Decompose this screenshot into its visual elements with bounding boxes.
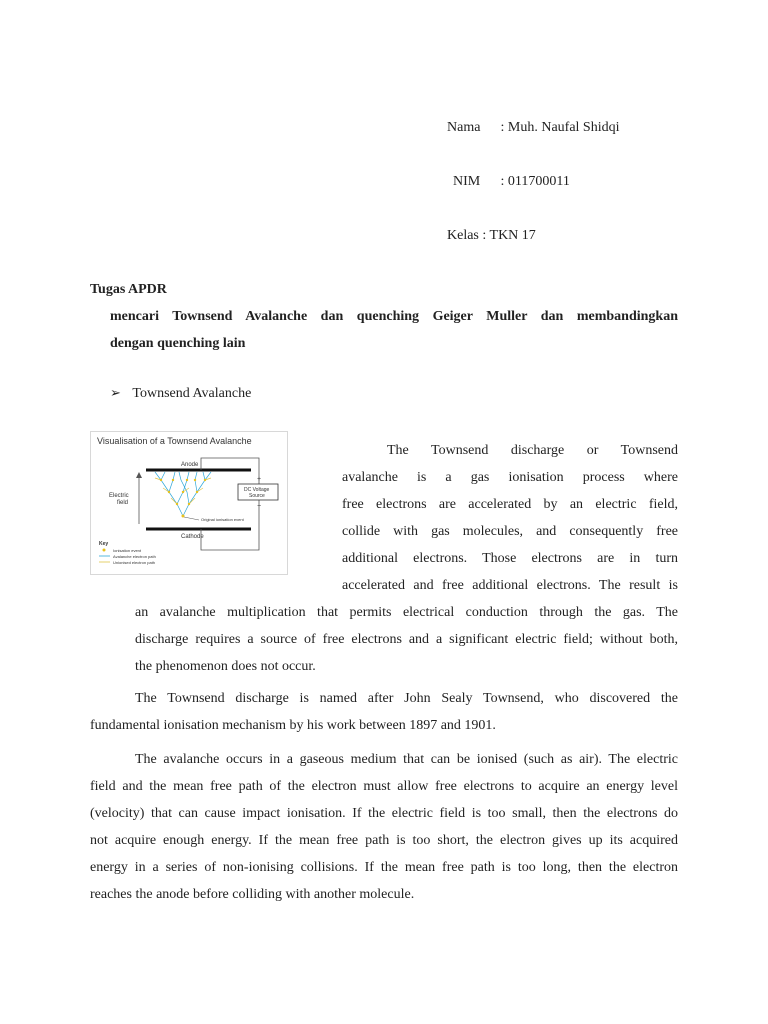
paragraph-line: free electrons are accelerated by an electric field, bbox=[342, 497, 678, 512]
paragraph-line: the phenomenon does not occur. bbox=[135, 659, 316, 674]
nama-value: : Muh. Naufal Shidqi bbox=[500, 120, 620, 135]
paragraph-line: field and the mean free path of the electron must allow free electrons to acquire an energy level bbox=[90, 779, 678, 794]
paragraph-line: The Townsend discharge or Townsend bbox=[387, 443, 678, 458]
circuit-wire-bottom bbox=[201, 500, 262, 550]
bullet-arrow-icon: ➢ bbox=[110, 386, 121, 401]
task-subtitle bbox=[110, 303, 678, 357]
avalanche-paths bbox=[155, 472, 211, 516]
key-ionisation-label: Ionisation event bbox=[113, 548, 142, 553]
cathode-label: Cathode bbox=[181, 534, 204, 540]
paragraph-line: avalanche is a gas ionisation process where bbox=[342, 470, 678, 485]
event-pointer-line bbox=[184, 517, 199, 520]
paragraph-line: discharge requires a source of free electrons and a significant electric field; without both, bbox=[135, 632, 678, 647]
paragraph-line: additional electrons. Those electrons are in turn bbox=[342, 551, 678, 566]
paragraph-line: not acquire enough energy. If the mean free path is too short, the electron gives up its acquired bbox=[90, 833, 678, 848]
paragraph-line: fundamental ionisation mechanism by his work between 1897 and 1901. bbox=[90, 718, 496, 733]
original-event-label: Original ionisation event bbox=[201, 517, 244, 522]
paragraph-line: (velocity) that can cause impact ionisation. If the electric field is too small, then the electrons do bbox=[90, 806, 678, 821]
nim-value: : 011700011 bbox=[500, 174, 570, 189]
paragraph-line: The avalanche occurs in a gaseous medium that can be ionised (such as air). The electric bbox=[135, 752, 678, 767]
dc-source-label-2: Source bbox=[249, 493, 265, 499]
townsend-avalanche-figure bbox=[90, 431, 288, 575]
nama-label: Nama bbox=[447, 120, 481, 135]
task-subtitle-line: dengan quenching lain bbox=[110, 336, 246, 351]
key-avalanche-label: Avalanche electron path bbox=[113, 554, 156, 559]
plus-label: + bbox=[257, 476, 262, 483]
paragraph-line: reaches the anode before colliding with another molecule. bbox=[90, 887, 415, 902]
kelas-line: Kelas : TKN 17 bbox=[447, 228, 536, 243]
section-heading bbox=[110, 386, 251, 402]
paragraph-2 bbox=[90, 685, 678, 739]
figure-title: Visualisation of a Townsend Avalanche bbox=[97, 436, 252, 446]
paragraph-1-continued bbox=[135, 599, 678, 680]
nim-label: NIM bbox=[453, 174, 481, 189]
electric-field-label-2: field bbox=[117, 500, 129, 506]
nim-line bbox=[453, 174, 570, 190]
key-title: Key bbox=[99, 541, 109, 547]
electric-field-arrowhead bbox=[136, 472, 142, 478]
electric-field-label-1: Electric bbox=[109, 493, 129, 499]
dc-source-label-1: DC Voltage bbox=[244, 487, 270, 493]
paragraph-line: The Townsend discharge is named after John Sealy Townsend, who discovered the bbox=[135, 691, 678, 706]
task-title: Tugas APDR bbox=[90, 282, 167, 297]
paragraph-line: collide with gas molecules, and consequently free bbox=[342, 524, 678, 539]
nama-line bbox=[447, 120, 620, 136]
task-subtitle-line: mencari Townsend Avalanche dan quenching Geiger Muller dan membandingkan bbox=[110, 309, 678, 324]
paragraph-line: an avalanche multiplication that permits electrical conduction through the gas. The bbox=[135, 605, 678, 620]
key-ionisation-icon bbox=[103, 549, 106, 552]
paragraph-line: energy in a series of non-ionising collisions. If the mean free path is too long, then the electron bbox=[90, 860, 678, 875]
key-unionised-label: Unionised electron path bbox=[113, 560, 156, 565]
anode-label: Anode bbox=[181, 462, 199, 468]
paragraph-line: accelerated and free additional electrons. The result is bbox=[342, 578, 678, 593]
section-heading-text: Townsend Avalanche bbox=[132, 386, 252, 401]
minus-label: − bbox=[257, 503, 262, 510]
paragraph-3 bbox=[90, 746, 678, 908]
paragraph-1-wrapped bbox=[342, 437, 678, 599]
